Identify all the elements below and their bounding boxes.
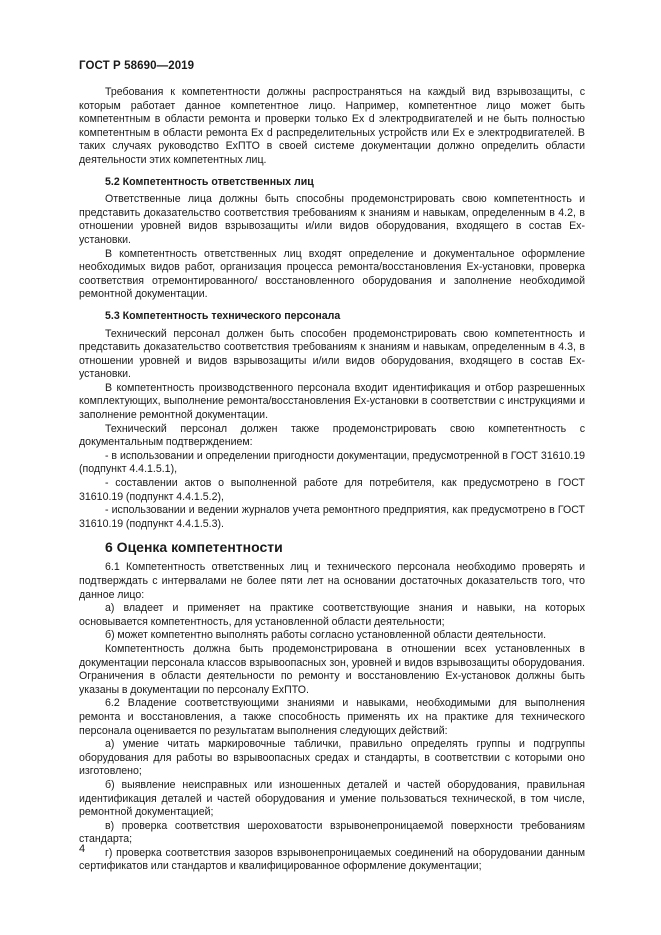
paragraph: 6.2 Владение соответствующими знаниями и навыками, необходимыми для выполнения ремонта и восстановления, а также способность применять их на практике для технического персонала оценивается по результатам выполнения следующих действий: xyxy=(79,697,585,737)
paragraph: 6.1 Компетентность ответственных лиц и технического персонала необходимо проверять и подтверждать с интервалами не более пяти лет на основании достаточных доказательств того, что данное лицо: xyxy=(79,561,585,601)
paragraph: Ответственные лица должны быть способны продемонстрировать свою компетентность и представить доказательство соответствия требованиям к знаниям и навыкам, определенным в 4.2, в отношении уровней видов взрывозащиты и/или видов оборудования, входящего в состав Ex-установки. xyxy=(79,193,585,246)
section-spacer xyxy=(79,168,585,176)
paragraph: В компетентность ответственных лиц входят определение и документальное оформление необходимых видов работ, организация процесса ремонта/восстановления Ex-установки, проверка соответствия отремонтированного/ восстановленного оборудования и заполнение необходимой ремонтной документации. xyxy=(79,247,585,301)
subsection-heading: 5.3 Компетентность технического персонала xyxy=(105,309,341,322)
page-body xyxy=(79,86,585,874)
section-spacer xyxy=(79,302,585,310)
paragraph: - в использовании и определении пригодности документации, предусмотренной в ГОСТ 31610.19 (подпункт 4.4.1.5.1), xyxy=(79,449,585,476)
paragraph: - использовании и ведении журналов учета ремонтного предприятия, как предусмотрено в ГОСТ 31610.19 (подпункт 4.4.1.5.3). xyxy=(79,504,585,530)
paragraph: Технический персонал должен быть способен продемонстрировать свою компетентность и представить доказательство соответствия требованиям к знаниям и навыкам, определенным в 4.3, в отношении уровней и видов взрывозащиты и/или видов оборудования, входящего в состав Ex-установки. xyxy=(79,327,585,381)
paragraph: б) может компетентно выполнять работы согласно установленной области деятельности. xyxy=(105,629,547,642)
document-code-header: ГОСТ Р 58690—2019 xyxy=(79,60,195,72)
paragraph: г) проверка соответствия зазоров взрывонепроницаемых соединений на оборудовании данным сертификатов или стандартов и квалифицированное оформление документации; xyxy=(79,846,585,873)
paragraph: а) владеет и применяет на практике соответствующие знания и навыки, на которых основывается компетентность, для установленной области деятельности; xyxy=(79,602,585,628)
paragraph: в) проверка соответствия шероховатости взрывонепроницаемой поверхности требованиям стандарта; xyxy=(79,819,585,846)
paragraph: Требования к компетентности должны распространяться на каждый вид взрывозащиты, с которым работает данное компетентное лицо. Например, компетентное лицо может быть компетентным в области ремонта и проверки только Ex d электродвигателей и не быть полностью компетентным в области ремонта Ex d распределительных устройств или Ex e электродвигателей. В таких случаях руководство ExПТО в своей системе документации должно определить области деятельности этих компетентных лиц. xyxy=(79,86,585,166)
paragraph: а) умение читать маркировочные таблички, правильно определять группы и подгруппы оборудования для работы во взрывоопасных средах и стандарты, в соответствии с которыми оно изготовлено; xyxy=(79,738,585,778)
paragraph: - составлении актов о выполненной работе для потребителя, как предусмотрено в ГОСТ 31610.19 (подпункт 4.4.1.5.2), xyxy=(79,477,585,503)
subsection-heading: 5.2 Компетентность ответственных лиц xyxy=(105,175,314,188)
paragraph: В компетентность производственного персонала входит идентификация и отбор разрешенных комплектующих, выполнение ремонта/восстановления Ex-установки в соответствии с инструкциями и заполнение ремонтной документации. xyxy=(79,381,585,422)
paragraph: б) выявление неисправных или изношенных деталей и частей оборудования, правильная идентификация деталей и частей оборудования и умение пользоваться технической, в том числе, ремонтной документацией; xyxy=(79,778,585,819)
section-heading: 6 Оценка компетентности xyxy=(105,539,283,556)
paragraph: Компетентность должна быть продемонстрирована в отношении всех установленных в документации персонала классов взрывоопасных зон, уровней и видов взрывозащиты оборудования. Ограничения в области деятельности по ремонту и восстановлению Ex-установок должны быть указаны в документации по персоналу ExПТО. xyxy=(79,642,585,696)
paragraph: Технический персонал должен также продемонстрировать свою компетентность с документальным подтверждением: xyxy=(79,422,585,449)
page-number: 4 xyxy=(79,843,86,855)
